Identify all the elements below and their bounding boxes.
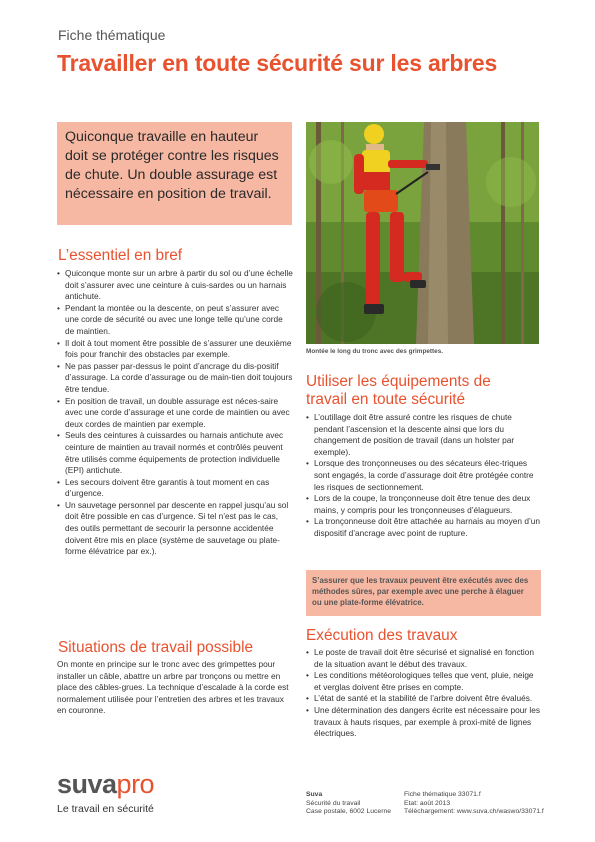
list-item: • L’état de santé et la stabilité de l’arbre doivent être évalués.	[306, 693, 541, 705]
list-item: • Une détermination des dangers écrite est nécessaire pour les travaux à hauts risques, par exemple à proxi-mité de lignes électriques.	[306, 705, 541, 740]
situations-text: On monte en principe sur le tronc avec des grimpettes pour installer un câble, abattre un arbre par tronçons ou mettre en place des câbles-grues. La technique d’escalade à la corde est normalement utilisée pour l’entretien des arbres et les travaux en couronne.	[57, 659, 289, 716]
photo-caption: Montée le long du tronc avec des grimpettes.	[306, 348, 444, 355]
list-item: • Lorsque des tronçonneuses ou des sécateurs élec-triques sont engagés, la corde d’assurage doit être protégée contre les risques de sectionnement.	[306, 458, 541, 493]
section-title-execution: Exécution des travaux	[306, 627, 458, 644]
execution-list	[306, 647, 541, 740]
footer-org	[306, 791, 391, 817]
list-item: • Pendant la montée ou la descente, on peut s’assurer avec une corde de sécurité ou avec une longe telle qu’une corde de maintien.	[57, 303, 293, 338]
footer-doc-state: Etat: août 2013	[404, 799, 451, 807]
footer-org-dept: Sécurité du travail	[306, 799, 361, 807]
list-item: • Ne pas passer par-dessus le point d’ancrage du dis-positif d’assurage. La corde d’assurage ou de main-tien doit toujours être tendue.	[57, 361, 293, 396]
list-item: • Seuls des ceintures à cuissardes ou harnais antichute avec ceinture de maintien au travail normés et contrôlés peuvent être utilisés comme équipements de protection individuelle (EPI) antichute.	[57, 430, 293, 476]
suvapro-logo: suvapro	[57, 769, 155, 799]
page-title: Travailler en toute sécurité sur les arbres	[57, 50, 498, 76]
intro-text: Quiconque travaille en hauteur doit se protéger contre les risques de chute. Un double assurage est nécessaire en position de travail.	[65, 129, 279, 202]
doc-type: Fiche thématique	[58, 27, 166, 43]
footer-doc-download: Téléchargement: www.suva.ch/waswo/33071.f	[404, 808, 544, 816]
list-item: • La tronçonneuse doit être attachée au harnais au moyen d’un dispositif d’ancrage avec point de rupture.	[306, 516, 541, 539]
list-item: • Il doit à tout moment être possible de s’assurer une deuxième fois pour franchir des obstacles par exemple.	[57, 338, 293, 361]
list-item: • Lors de la coupe, la tronçonneuse doit être tenue des deux mains, y compris pour les tronçonneuses d’élagueurs.	[306, 493, 541, 516]
list-item: • Quiconque monte sur un arbre à partir du sol ou d’une échelle doit s’assurer avec une ceinture à cuis-sardes ou un harnais antichute.	[57, 268, 293, 303]
highlight-box: S’assurer que les travaux peuvent être exécutés avec des méthodes sûres, par exemple avec une perche à élaguer ou une plate-forme élévatrice.	[306, 570, 541, 616]
list-item: • Les conditions météorologiques telles que vent, pluie, neige et verglas doivent être prises en compte.	[306, 670, 541, 693]
photo-tree-climber	[306, 122, 539, 344]
footer-org-address: Case postale, 6002 Lucerne	[306, 808, 392, 816]
list-item: • L’outillage doit être assuré contre les risques de chute pendant l’ascension et la descente ainsi que lors du changement de position de travail (dans un holster par exemple).	[306, 412, 541, 458]
list-item: • Les secours doivent être garantis à tout moment en cas d’urgence.	[57, 477, 293, 500]
essentiel-list	[57, 268, 293, 558]
intro-box	[57, 122, 292, 225]
section-title-situations: Situations de travail possible	[58, 639, 254, 656]
section-title-equipements: Utiliser les équipements de travail en toute sécurité	[306, 373, 491, 408]
footer-org-name: Suva	[306, 791, 323, 798]
list-item: • Le poste de travail doit être sécurisé et signalisé en fonction de la situation avant le début des travaux.	[306, 647, 541, 670]
section-title-essentiel: L’essentiel en bref	[58, 247, 183, 264]
footer-doc-ref: Fiche thématique 33071.f	[404, 791, 481, 798]
tagline: Le travail en sécurité	[57, 803, 154, 815]
list-item: • En position de travail, un double assurage est néces-saire avec une corde d’assurage et une corde de maintien ou avec deux cordes de maintien par exemple.	[57, 396, 293, 431]
footer-doc	[404, 791, 544, 817]
list-item: • Un sauvetage personnel par descente en rappel jusqu’au sol doit être possible en cas d’urgence. Si tel n’est pas le cas, des outils permettant de secourir la personne accidentée doivent être mis en place (système de sauvetage ou plate-forme élévatrice par ex.).	[57, 500, 293, 558]
equipements-list	[306, 412, 541, 540]
